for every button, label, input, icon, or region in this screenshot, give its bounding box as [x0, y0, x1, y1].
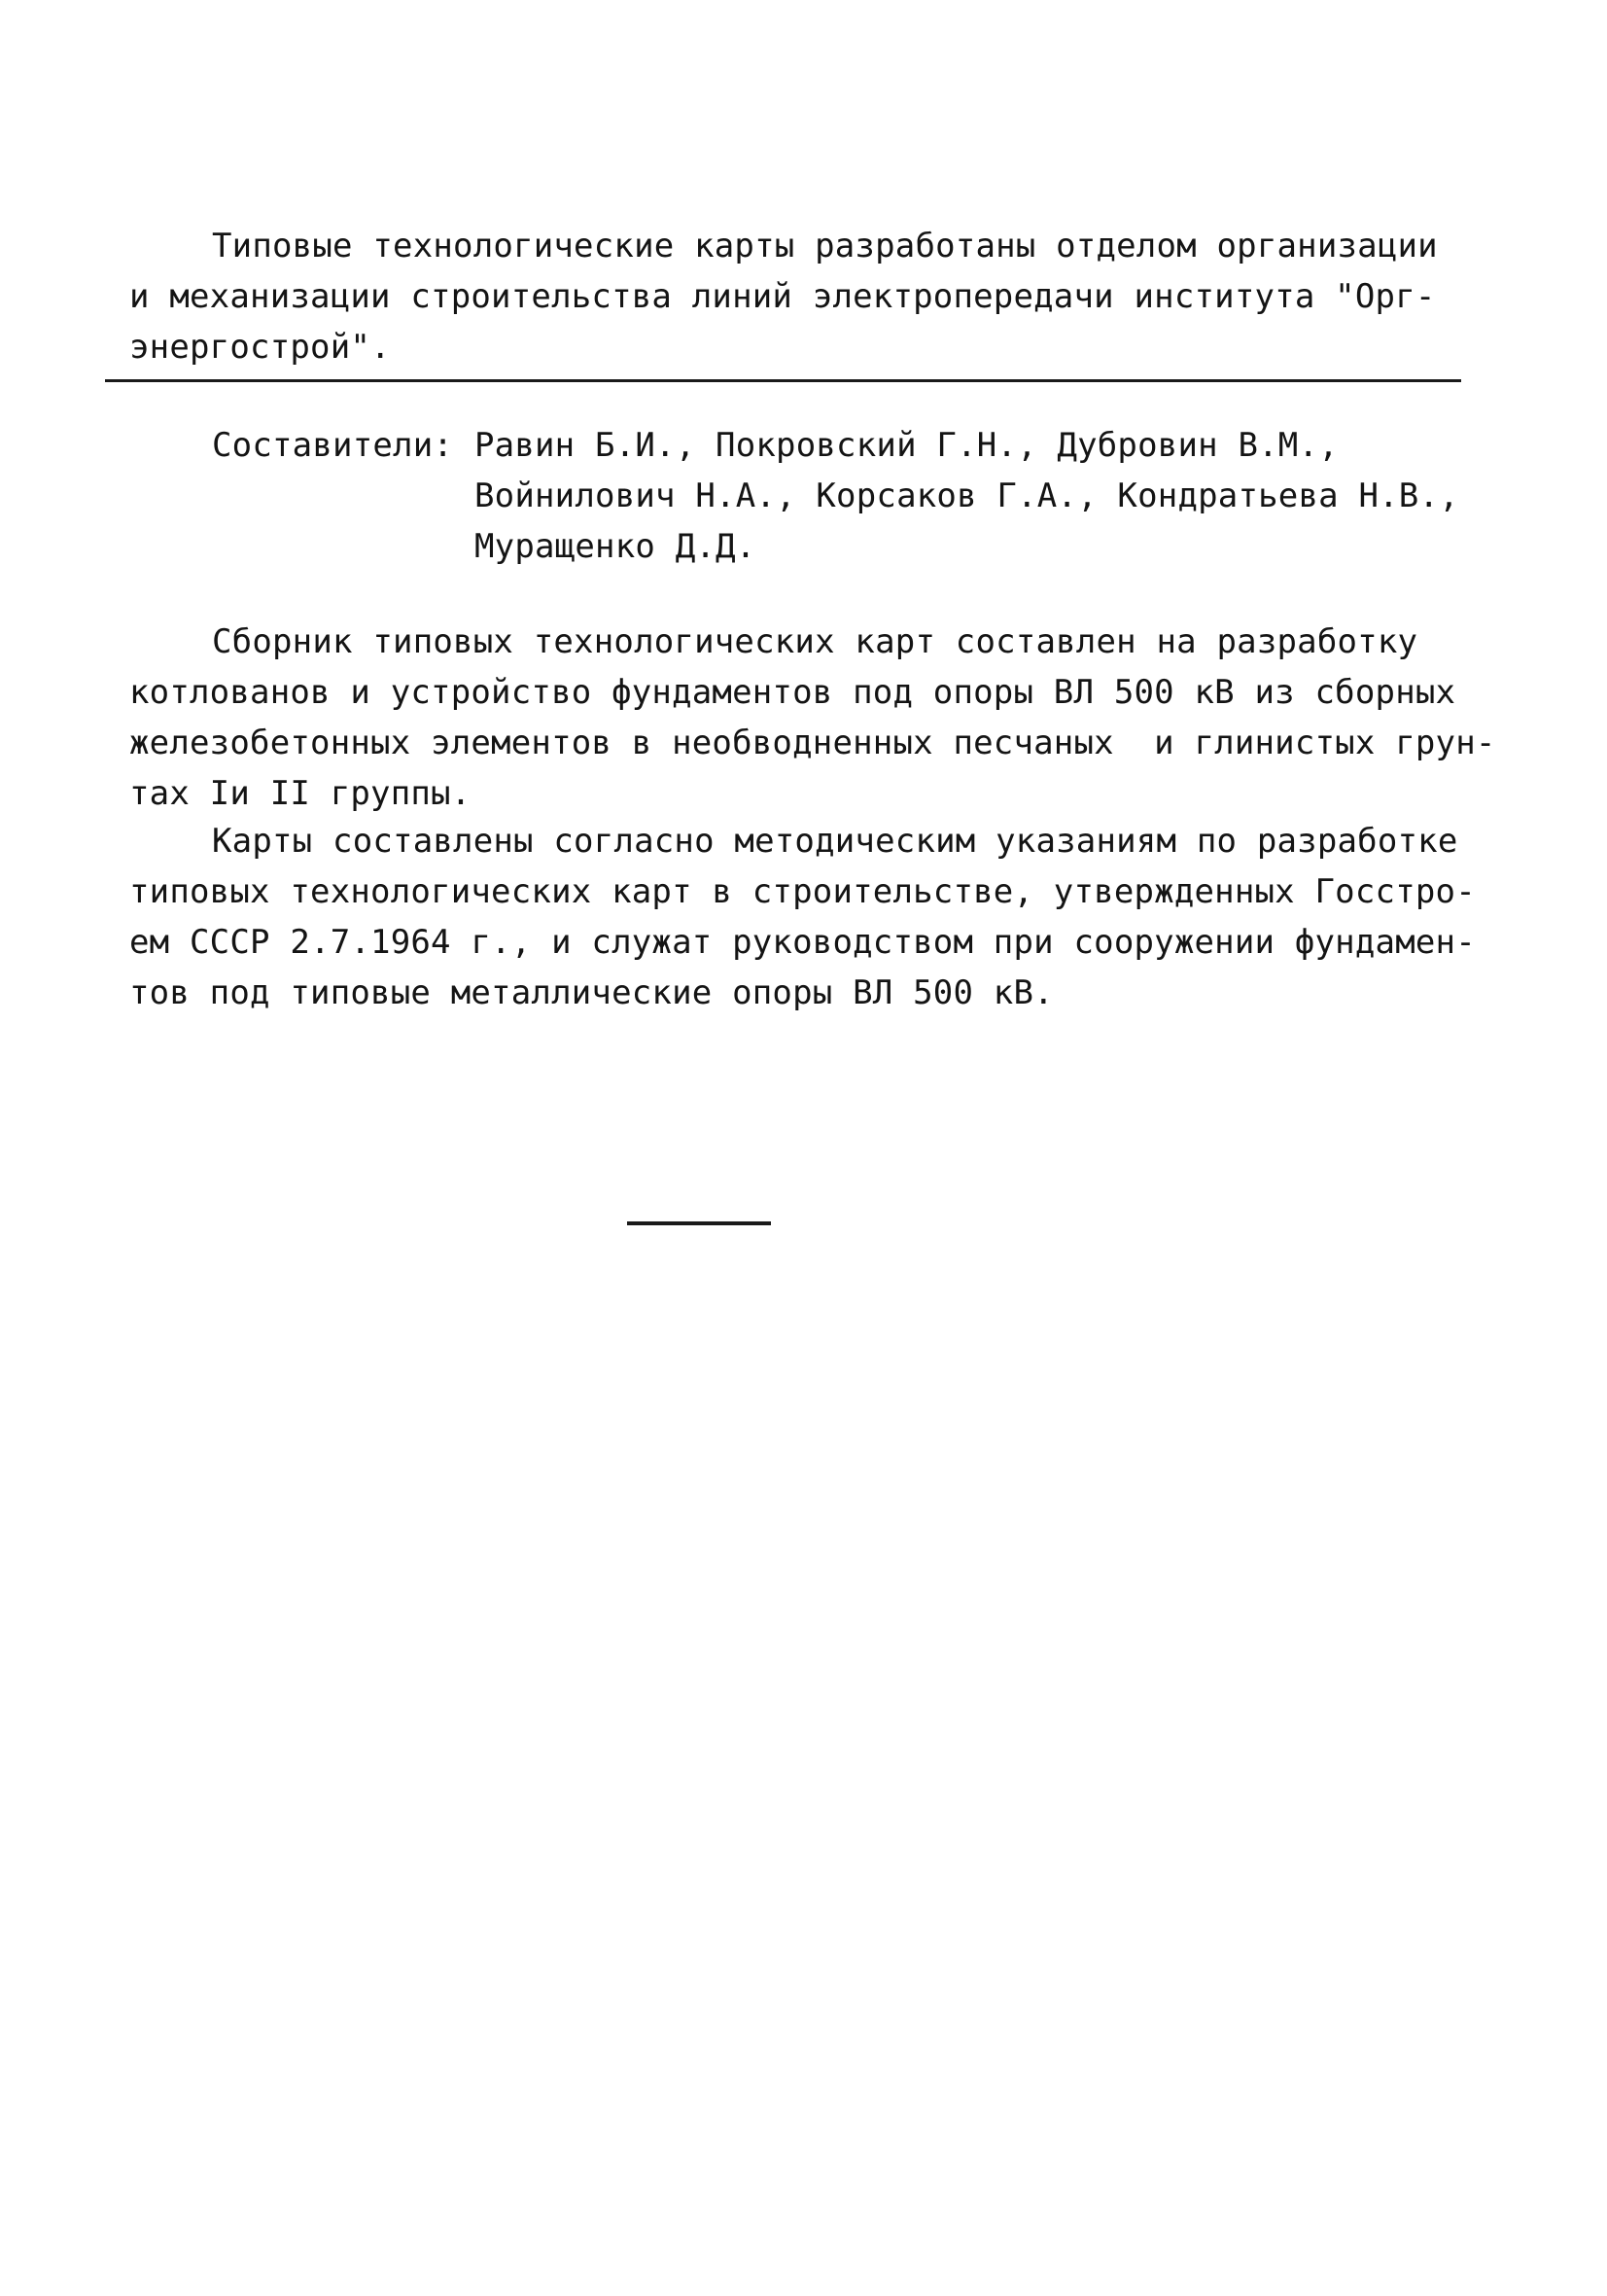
paragraph1-line-1: Сборник типовых технологических карт составлен на разработку	[212, 622, 1418, 661]
paragraph2-line-4: тов под типовые металлические опоры ВЛ 500 кВ.	[129, 973, 1054, 1012]
authors-line-3: Муращенко Д.Д.	[474, 527, 756, 566]
authors-label: Составители:	[212, 426, 454, 465]
end-rule	[627, 1221, 771, 1225]
intro-line-3: энергострой".	[129, 328, 391, 367]
separator-line	[105, 379, 1461, 382]
intro-line-1: Типовые технологические карты разработаны отделом организации	[212, 227, 1438, 265]
paragraph1-line-2: котлованов и устройство фундаментов под опоры ВЛ 500 кВ из сборных	[129, 673, 1456, 712]
authors-line-1: Равин Б.И., Покровский Г.Н., Дубровин В.М.,	[474, 426, 1339, 465]
paragraph2-line-3: ем СССР 2.7.1964 г., и служат руководством при сооружении фундамен-	[129, 923, 1476, 962]
paragraph1-line-3: железобетонных элементов в необводненных песчаных и глинистых грун-	[129, 724, 1496, 762]
authors-line-2: Войнилович Н.А., Корсаков Г.А., Кондратьева Н.В.,	[474, 477, 1459, 515]
paragraph2-line-2: типовых технологических карт в строительстве, утвержденных Госстро-	[129, 872, 1476, 911]
paragraph1-line-4: тах Iи II группы.	[129, 774, 472, 813]
intro-line-2: и механизации строительства линий электропередачи института "Орг-	[129, 277, 1436, 316]
paragraph2-line-1: Карты составлены согласно методическим указаниям по разработке	[212, 822, 1458, 861]
